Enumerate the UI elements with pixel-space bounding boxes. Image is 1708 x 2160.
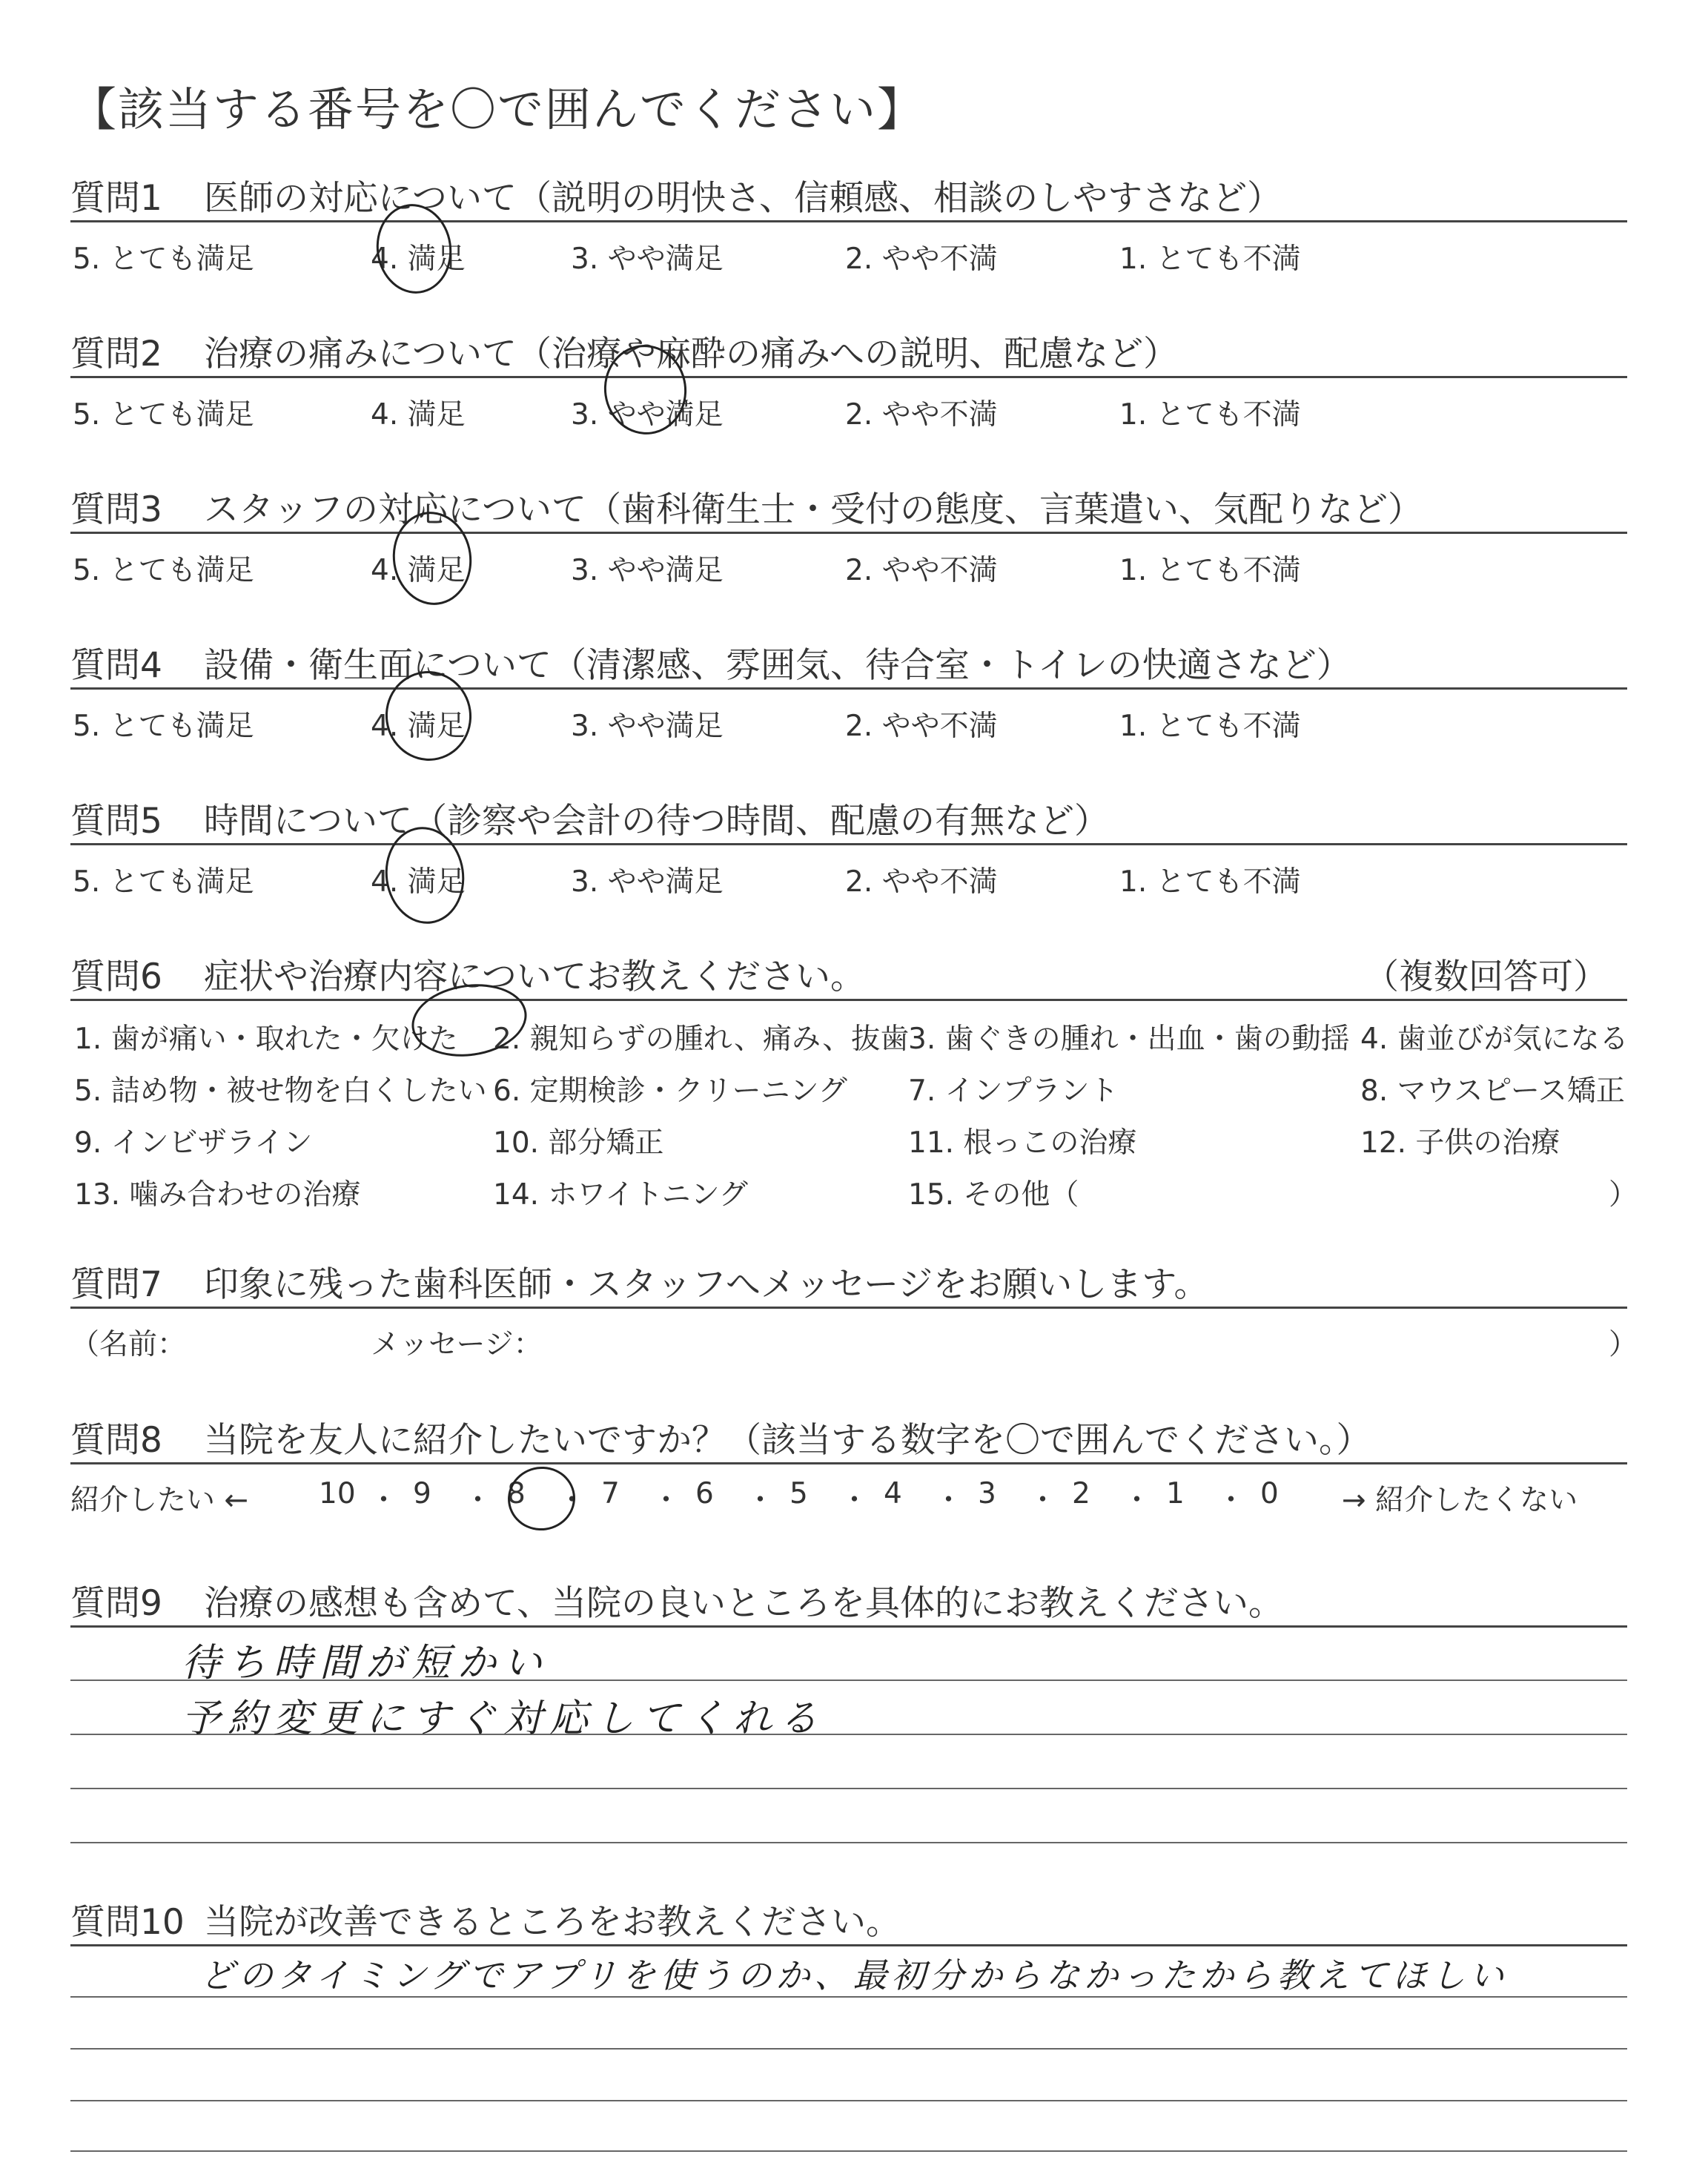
question-3	[70, 482, 1423, 532]
rating-option[interactable]: 5. とても満足	[73, 710, 254, 743]
question-10	[70, 1895, 901, 1944]
scale-separator: ・	[1217, 1484, 1246, 1517]
scale-number[interactable]: 7	[601, 1477, 620, 1510]
name-label: （名前：	[70, 1328, 187, 1361]
question-text: 治療の痛みについて（治療や麻酔の痛みへの説明、配慮など）	[204, 334, 1179, 374]
divider	[70, 1307, 1627, 1309]
divider	[70, 376, 1627, 378]
question-9	[70, 1576, 1283, 1625]
rating-option[interactable]: 1. とても不満	[1119, 242, 1301, 276]
rating-option[interactable]: 3. やや満足	[571, 865, 724, 899]
symptom-option[interactable]: 13. 噛み合わせの治療	[74, 1178, 361, 1212]
scale-number[interactable]: 1	[1166, 1477, 1185, 1510]
rating-option[interactable]: 1. とても不満	[1119, 865, 1301, 899]
rating-option-selected[interactable]: 4. 満足	[371, 710, 466, 743]
question-text: スタッフの対応について（歯科衛生士・受付の態度、言葉遣い、気配りなど）	[204, 489, 1423, 530]
symptom-option[interactable]: 10. 部分矯正	[493, 1126, 664, 1160]
symptom-option[interactable]: 14. ホワイトニング	[493, 1178, 748, 1212]
scale-number[interactable]: 2	[1072, 1477, 1090, 1510]
divider	[70, 1944, 1627, 1946]
rating-option-selected[interactable]: 4. 満足	[371, 554, 466, 587]
question-number: 質問1	[70, 178, 162, 219]
rating-option[interactable]: 5. とても満足	[73, 865, 254, 899]
question-number: 質問4	[70, 645, 162, 686]
scale-separator: ・	[1122, 1484, 1152, 1517]
divider	[70, 220, 1627, 222]
handwritten-answer: 予約変更にすぐ対応してくれる	[182, 1697, 826, 1741]
handwritten-answer: どのタイミングでアプリを使うのか、最初分からなかったから教えてほしい	[200, 1955, 1509, 1995]
rating-option[interactable]: 2. やや不満	[845, 242, 998, 276]
question-text: 医師の対応について（説明の明快さ、信頼感、相談のしやすさなど）	[204, 178, 1282, 219]
answer-line	[70, 1842, 1627, 1843]
scale-separator: ・	[369, 1484, 399, 1517]
symptom-option[interactable]: 7. インプラント	[908, 1074, 1119, 1108]
question-7	[70, 1257, 1208, 1307]
symptom-option[interactable]: 8. マウスピース矯正	[1360, 1074, 1625, 1108]
scale-separator: ・	[557, 1484, 587, 1517]
divider	[70, 687, 1627, 690]
page-title: 【該当する番号を〇で囲んでください】	[70, 82, 925, 136]
divider	[70, 1625, 1627, 1628]
question-4	[70, 638, 1351, 687]
question-text: 時間について（診察や会計の待つ時間、配慮の有無など）	[204, 801, 1110, 842]
recommend-left-label: 紹介したい ←	[70, 1484, 249, 1517]
scale-separator: ・	[746, 1484, 775, 1517]
rating-option-selected[interactable]: 3. やや満足	[571, 398, 724, 432]
symptom-option-other[interactable]: 15. その他（	[908, 1178, 1079, 1212]
rating-option[interactable]: 2. やや不満	[845, 554, 998, 587]
rating-option[interactable]: 3. やや満足	[571, 242, 724, 276]
divider	[70, 532, 1627, 534]
rating-option[interactable]: 5. とても満足	[73, 398, 254, 432]
scale-number[interactable]: 4	[884, 1477, 902, 1510]
scale-number[interactable]: 3	[978, 1477, 996, 1510]
multiple-answer-note: （複数回答可）	[1364, 957, 1608, 997]
rating-option[interactable]: 1. とても不満	[1119, 554, 1301, 587]
symptom-option[interactable]: 4. 歯並びが気になる	[1360, 1023, 1629, 1056]
scale-number[interactable]: 10	[319, 1477, 356, 1510]
question-number: 質問7	[70, 1264, 162, 1305]
question-text: 症状や治療内容についてお教えください。	[204, 957, 866, 997]
question-text: 治療の感想も含めて、当院の良いところを具体的にお教えください。	[204, 1583, 1284, 1624]
symptom-option[interactable]: 9. インビザライン	[74, 1126, 313, 1160]
handwritten-answer: 待ち時間が短かい	[182, 1641, 550, 1685]
hand-drawn-circle	[503, 1462, 579, 1535]
divider	[70, 843, 1627, 845]
symptom-option[interactable]: 6. 定期検診・クリーニング	[493, 1074, 847, 1108]
rating-option[interactable]: 4. 満足	[371, 398, 466, 432]
question-number: 質問8	[70, 1420, 162, 1461]
divider	[70, 1462, 1627, 1464]
message-label: メッセージ：	[371, 1328, 543, 1361]
other-close-paren: ）	[1609, 1178, 1638, 1212]
rating-option[interactable]: 3. やや満足	[571, 554, 724, 587]
answer-line	[70, 2150, 1627, 2152]
rating-option-selected[interactable]: 4. 満足	[371, 242, 466, 276]
rating-row	[0, 392, 1708, 436]
question-number: 質問3	[70, 489, 162, 530]
message-close-paren: ）	[1609, 1328, 1638, 1361]
symptom-option[interactable]: 3. 歯ぐきの腫れ・出血・歯の動揺	[908, 1023, 1350, 1056]
symptom-option[interactable]: 1. 歯が痛い・取れた・欠けた	[74, 1023, 458, 1056]
scale-separator: ・	[1028, 1484, 1058, 1517]
symptom-option[interactable]: 12. 子供の治療	[1360, 1126, 1560, 1160]
question-number: 質問9	[70, 1583, 162, 1624]
rating-option[interactable]: 2. やや不満	[845, 865, 998, 899]
answer-line	[70, 2048, 1627, 2050]
question-1	[70, 171, 1282, 220]
question-number: 質問5	[70, 801, 162, 842]
rating-option[interactable]: 5. とても満足	[73, 242, 254, 276]
rating-row	[0, 236, 1708, 280]
rating-option[interactable]: 2. やや不満	[845, 398, 998, 432]
scale-number-selected[interactable]: 8	[507, 1477, 526, 1510]
question-text: 当院が改善できるところをお教えください。	[204, 1902, 901, 1943]
answer-line	[70, 2100, 1627, 2101]
question-text: 当院を友人に紹介したいですか？（該当する数字を〇で囲んでください。）	[204, 1420, 1371, 1461]
scale-separator: ・	[463, 1484, 493, 1517]
recommend-right-label: → 紹介したくない	[1342, 1484, 1578, 1517]
rating-option[interactable]: 3. やや満足	[571, 710, 724, 743]
scale-number[interactable]: 0	[1260, 1477, 1279, 1510]
scale-separator: ・	[652, 1484, 681, 1517]
scale-number[interactable]: 6	[695, 1477, 714, 1510]
scale-separator: ・	[934, 1484, 964, 1517]
rating-option[interactable]: 2. やや不満	[845, 710, 998, 743]
rating-option[interactable]: 1. とても不満	[1119, 398, 1301, 432]
recommend-scale	[319, 1477, 1334, 1522]
rating-row	[0, 859, 1708, 903]
question-5	[70, 793, 1109, 843]
question-number: 質問10	[70, 1902, 185, 1943]
answer-line	[70, 1788, 1627, 1789]
divider	[70, 999, 1627, 1001]
rating-option[interactable]: 5. とても満足	[73, 554, 254, 587]
rating-row	[0, 703, 1708, 747]
scale-number[interactable]: 9	[413, 1477, 431, 1510]
question-text: 設備・衛生面について（清潔感、雰囲気、待合室・トイレの快適さなど）	[204, 645, 1351, 686]
symptom-option-selected[interactable]: 2. 親知らずの腫れ、痛み、抜歯	[493, 1023, 910, 1056]
question-number: 質問2	[70, 334, 162, 374]
question-number: 質問6	[70, 957, 162, 997]
rating-option[interactable]: 1. とても不満	[1119, 710, 1301, 743]
symptom-option[interactable]: 11. 根っこの治療	[908, 1126, 1137, 1160]
rating-option-selected[interactable]: 4. 満足	[371, 865, 466, 899]
scale-separator: ・	[840, 1484, 870, 1517]
scale-number[interactable]: 5	[790, 1477, 808, 1510]
symptom-option[interactable]: 5. 詰め物・被せ物を白くしたい	[74, 1074, 487, 1108]
rating-row	[0, 547, 1708, 592]
question-8	[70, 1413, 1371, 1462]
question-text: 印象に残った歯科医師・スタッフへメッセージをお願いします。	[204, 1264, 1209, 1305]
